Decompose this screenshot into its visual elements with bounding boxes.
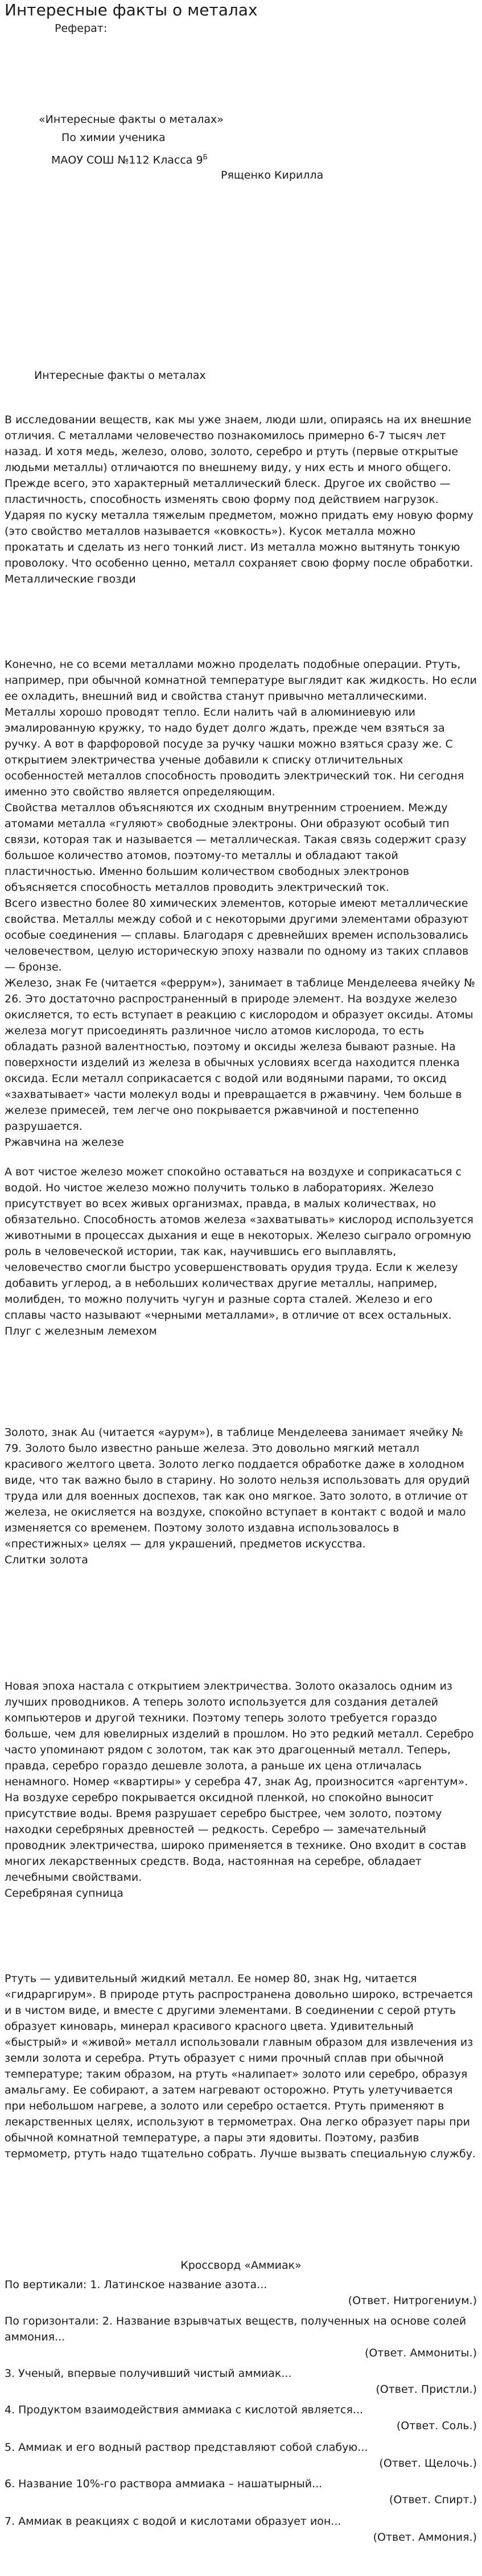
paragraph-silver bbox=[5, 1678, 477, 1901]
paragraph-text: А вот чистое железо может спокойно оставаться на воздухе и соприкасаться с водой. Но чистое железо можно получить только в лабораториях. Железо присутствует во всех живых организмах, правда, в малых количествах, но обязательно. Способность атомов железа «захватывать» кислород используется животными в процессах дыхания и еще в некоторых. Железо сыграло огромную роль в человеческой истории, так как, научившись его выплавлять, человечество смогли быстро усовершенствовать орудия труда. Если к железу добавить углерод, а в небольших количествах другие металлы, например, молибден, то можно получить чугун и разные сорта сталей. Железо и его сплавы часто называют «черными металлами», в отличие от всех остальных. bbox=[5, 1166, 473, 1322]
crossword-item bbox=[5, 2513, 477, 2545]
crossword-question: По горизонтали: 2. Название взрывчатых веществ, полученных на основе солей аммония... bbox=[5, 2315, 467, 2343]
crossword-question: По вертикали: 1. Латинское название азота... bbox=[5, 2278, 267, 2291]
crossword-question: 7. Аммиак в реакциях с водой и кислотами образует ион... bbox=[5, 2515, 341, 2528]
crossword-answer: (Ответ. Нитрогениум.) bbox=[348, 2294, 477, 2307]
caption-nails: Металлические гвозди bbox=[5, 573, 136, 585]
paragraph-text: Конечно, не со всеми металлами можно проделать подобные операции. Ртуть, например, при обычной комнатной температуре выглядит как жидкость. Но если ее охладить, внешний вид и свойства станут привычно металлическими. Металлы хорошо проводят тепло. Если налить чай в алюминиевую или эмалированную кружку, то надо будет долго ждать, прежде чем взяться за ручку. А вот в фарфоровой посуде за ручку чашки можно взяться сразу же. С открытием электричества ученые добавили к списку отличительных особенностей металлов способность проводить электрический ток. Ни сегодня именно это свойство является определяющим. bbox=[5, 658, 477, 798]
crossword-answer: (Ответ. Аммониты.) bbox=[364, 2347, 477, 2359]
paragraph-gold bbox=[5, 1425, 477, 1568]
crossword-item bbox=[5, 2402, 477, 2434]
crossword-question: 4. Продуктом взаимодействия аммиака с кислотой является... bbox=[5, 2404, 364, 2416]
crossword-answer: (Ответ. Пристли.) bbox=[376, 2383, 477, 2396]
crossword-answer: (Ответ. Спирт.) bbox=[389, 2494, 477, 2506]
crossword-question: 6. Название 10%-го раствора аммиака – нашатырный... bbox=[5, 2478, 323, 2490]
paragraph-text: Новая эпоха настала с открытием электричества. Золото оказалось одним из лучших проводников. А теперь золото используется для создания деталей компьютеров и другой техники. Поэтому теперь золото требуется гораздо больше, чем для ювелирных изделий в прошлом. Но это редкий металл. Серебро часто упоминают рядом с золотом, так как это драгоценный металл. Теперь, правда, серебро гораздо дешевле золота, а раньше их цена отличалась ненамного. Номер «квартиры» у серебра 47, знак Ag, произносится «аргентум». На воздухе серебро покрывается оксидной пленкой, но спокойно выносит присутствие воды. Время разрушает серебро быстрее, чем золото, поэтому находки серебряных древностей — редкость. Серебро — замечательный проводник электричества, широко применяется в технике. Оно входит в состав многих лекарственных средств. Вода, настоянная на серебре, обладает лечебными свойствами. bbox=[5, 1680, 474, 1884]
paragraph-text: Всего известно более 80 химических элементов, которые имеют металлические свойства. Металлы между собой и с некоторыми другими элементами образуют особые соединения — сплавы. Благодаря с древнейших времен использовались человечеством, целую историческую эпоху назвали по одному из таких сплавов — бронзе. bbox=[5, 897, 469, 973]
crossword-question: 5. Аммиак и его водный раствор представляют собой слабую... bbox=[5, 2441, 368, 2454]
cover-author: Рященко Кирилла bbox=[221, 169, 324, 181]
crossword-answer: (Ответ. Щелочь.) bbox=[379, 2457, 477, 2470]
referat-label: Реферат: bbox=[55, 22, 108, 35]
paragraph-text: Свойства металлов объясняются их сходным внутренним строением. Между атомами металла «гуляют» свободные электроны. Они образуют особый тип связи, которая так и называется — металлическая. Такая связь содержит сразу большое количество атомов, поэтому-то металлы и обладают такой пластичностью. Именно большим количеством свободных электронов объясняется способность металлов проводить электрический ток. bbox=[5, 802, 467, 894]
section-heading: Интересные факты о металах bbox=[34, 369, 206, 382]
crossword-title: Кроссворд «Аммиак» bbox=[180, 2259, 302, 2272]
crossword-item bbox=[5, 2366, 477, 2397]
paragraph-text: В исследовании веществ, как мы уже знаем, люди шли, опираясь на их внешние отличия. С металлами человечество познакомилось примерно 6-7 тысяч лет назад. И хотя медь, железо, олово, золото, серебро и ртуть (первые открытые людьми металлы) отличаются по внешнему виду, у них есть и много общего. Прежде всего, это характерный металлический блеск. Другое их свойство — пластичность, способность изменять свою форму под действием нагрузок. Ударяя по куску металла тяжелым предметом, можно придать ему новую форму (это свойство металлов называется «ковкость»). Кусок металла можно прокатать и сделать из него тонкий лист. Из металла можно вытянуть тонкую проволоку. Что особенно ценно, металл сохраняет свою форму после обработки. bbox=[5, 414, 473, 569]
cover-subject: По химии ученика bbox=[61, 131, 166, 144]
caption-silver: Серебряная супница bbox=[5, 1887, 123, 1900]
paragraph-intro bbox=[5, 412, 477, 587]
crossword-item bbox=[5, 2476, 477, 2508]
paragraph-text: Железо, знак Fe (читается «феррум»), занимает в таблице Менделеева ячейку № 26. Это достаточно распространенный в природе элемент. На воздухе железо окисляется, то есть вступает в реакцию с кислородом и образует оксиды. Атомы железа могут присоединять различное число атомов кислорода, то есть обладать разной валентностью, поэтому и оксиды железа бывают разные. На поверхности изделий из железа в обычных условиях всегда находится пленка оксида. Если металл соприкасается с водой или водяными парами, то оксид «захватывает» части молекул воды и превращается в ржавчину. Чем больше в железе примесей, тем легче оно покрывается ржавчиной и постепенно разрушается. bbox=[5, 977, 475, 1133]
class-letter: Б bbox=[203, 153, 208, 161]
crossword-item bbox=[5, 2313, 477, 2361]
caption-plow: Плуг с железным лемехом bbox=[5, 1325, 157, 1337]
cover-topic: «Интересные факты о металах» bbox=[39, 113, 224, 126]
paragraph-text: Ртуть — удивительный жидкий металл. Ее номер 80, знак Hg, читается «гидраргирум». В природе ртуть распространена довольно широко, встречается и в чистом виде, и вместе с другими элементами. В соединении с серой ртуть образует киноварь, минерал красивого красного цвета. Удивительный «быстрый» и «живой» металл использовали главным образом для извлечения из земли золота и серебра. Ртуть образует с ними прочный сплав при обычной температуре; таким образом, на ртуть «налипает» золото или серебро, образуя амальгаму. Ее собирают, а затем нагревают осторожно. Ртуть улетучивается при небольшом нагреве, а золото или серебро остается. Ртуть применяют в лекарственных целях, используют в термометрах. Она легко образует пары при обычной комнатной температуре, а пары эти ядовиты. Поэтому, разбив термометр, ртуть надо тщательно собрать. Лучше вызвать специальную службу. bbox=[5, 1972, 476, 2160]
paragraph-text: Золото, знак Au (читается «аурум»), в таблице Менделеева занимает ячейку № 79. Золото было известно раньше железа. Это довольно мягкий металл красивого желтого цвета. Золото легко поддается обработке даже в холодном виде, что так важно было в старину. Но золото нельзя использовать для орудий труда или для военных доспехов, так как оно мягкое. Зато золото, в отличие от железа, не окисляется на воздухе, спокойно вступает в контакт с водой и мало изменяется со временем. Поэтому золото издавна использовалось в «престижных» целях — для украшений, предметов искусства. bbox=[5, 1426, 470, 1550]
cover-school: МАОУ СОШ №112 Класса $9^Б$ bbox=[51, 153, 208, 167]
crossword-item bbox=[5, 2439, 477, 2471]
crossword-answer: (Ответ. Аммония.) bbox=[373, 2531, 477, 2544]
crossword-answer: (Ответ. Соль.) bbox=[396, 2420, 477, 2432]
paragraph-properties bbox=[5, 657, 477, 1150]
paragraph-mercury bbox=[5, 1971, 477, 2162]
crossword-item bbox=[5, 2277, 477, 2309]
document-title: Интересные факты о металах bbox=[5, 1, 258, 19]
crossword-question: 3. Ученый, впервые получивший чистый аммиак... bbox=[5, 2367, 292, 2380]
caption-rust: Ржавчина на железе bbox=[5, 1136, 124, 1149]
caption-gold: Слитки золота bbox=[5, 1554, 88, 1566]
paragraph-iron bbox=[5, 1164, 477, 1339]
